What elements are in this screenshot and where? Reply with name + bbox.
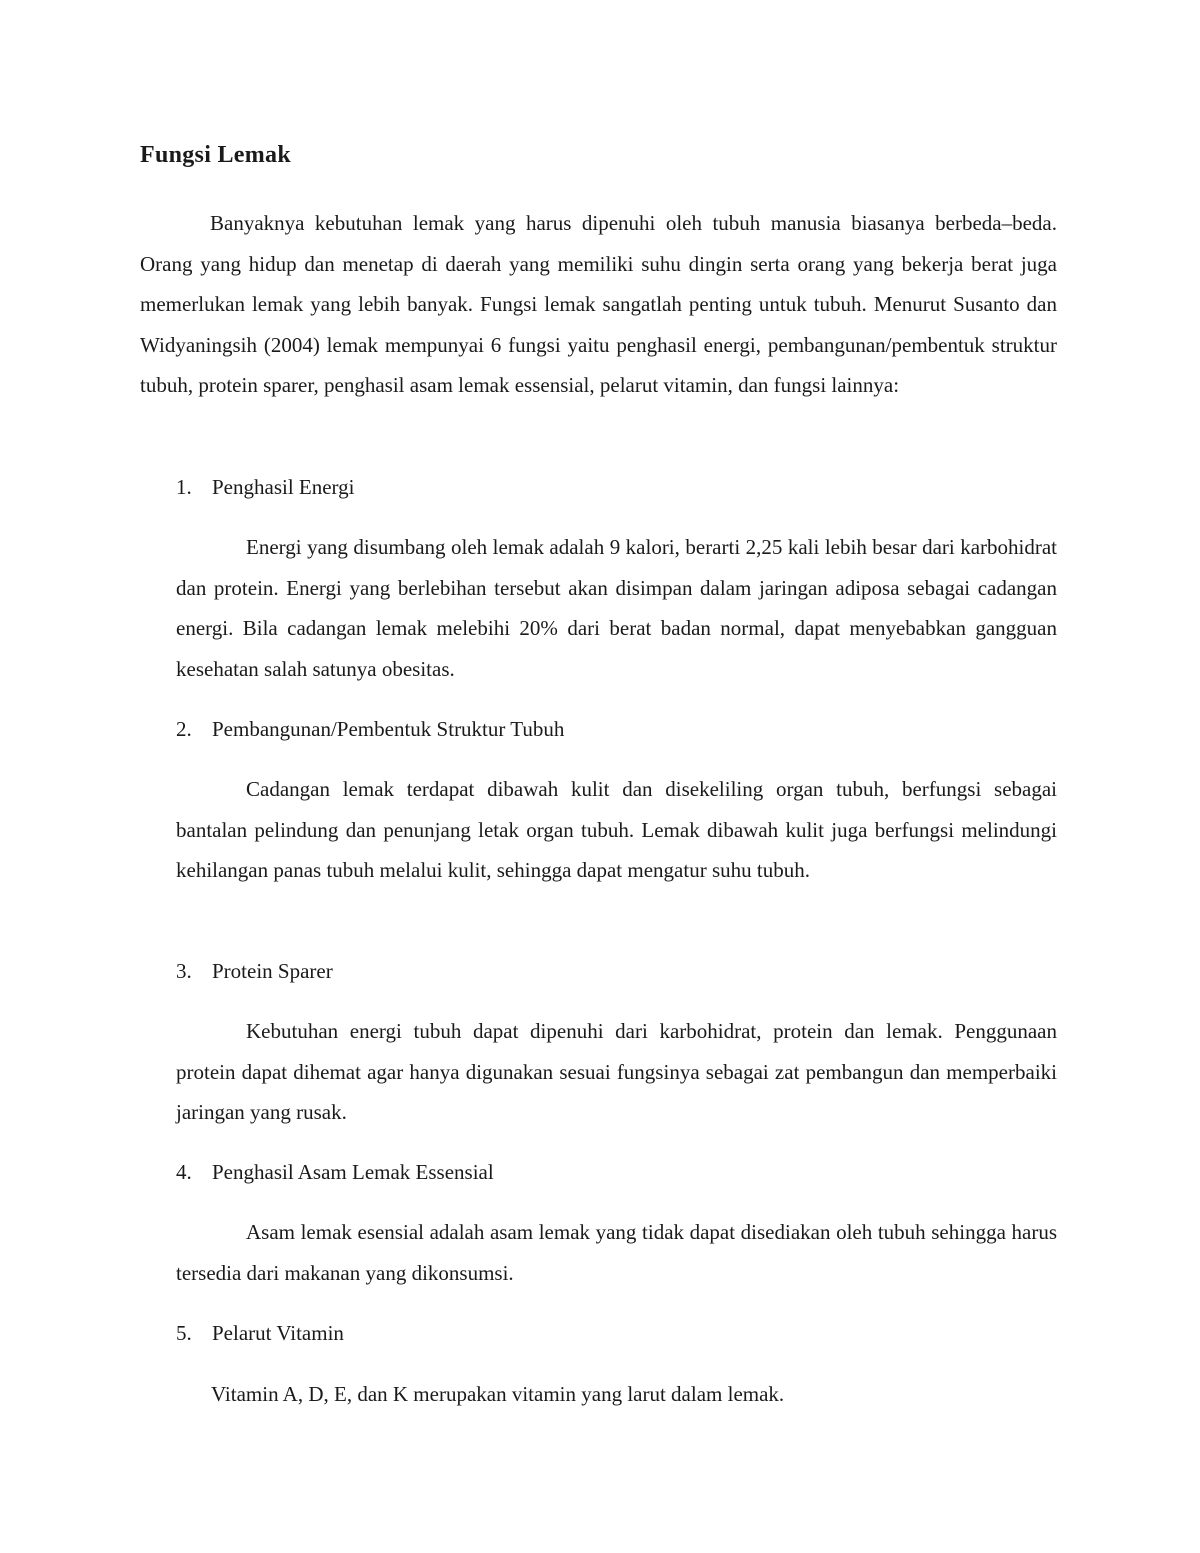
list-item-heading [176, 956, 333, 986]
list-item-heading [176, 714, 564, 744]
list-number: 2. [176, 717, 192, 741]
list-number: 1. [176, 475, 192, 499]
intro-paragraph: Banyaknya kebutuhan lemak yang harus dipenuhi oleh tubuh manusia biasanya berbeda–beda. Orang yang hidup dan menetap di daerah yang memiliki suhu dingin serta orang yang bekerja berat juga memerlukan lemak yang lebih banyak. Fungsi lemak sangatlah penting untuk tubuh. Menurut Susanto dan Widyaningsih (2004) lemak mempunyai 6 fungsi yaitu penghasil energi, pembangunan/pembentuk struktur tubuh, protein sparer, penghasil asam lemak essensial, pelarut vitamin, dan fungsi lainnya: [140, 211, 1057, 397]
list-heading-text: Penghasil Asam Lemak Essensial [212, 1160, 494, 1184]
list-heading-text: Penghasil Energi [212, 475, 355, 499]
list-heading-text: Protein Sparer [212, 959, 333, 983]
list-item-heading [176, 1157, 494, 1187]
list-item-body: Kebutuhan energi tubuh dapat dipenuhi dari karbohidrat, protein dan lemak. Penggunaan protein dapat dihemat agar hanya digunakan sesuai fungsinya sebagai zat pembangun dan memperbaiki jaringan yang rusak. [176, 1019, 1057, 1124]
list-item-body: Energi yang disumbang oleh lemak adalah 9 kalori, berarti 2,25 kali lebih besar dari karbohidrat dan protein. Energi yang berlebihan tersebut akan disimpan dalam jaringan adiposa sebagai cadangan energi. Bila cadangan lemak melebihi 20% dari berat badan normal, dapat menyebabkan gangguan kesehatan salah satunya obesitas. [176, 535, 1057, 681]
list-item-body: Vitamin A, D, E, dan K merupakan vitamin yang larut dalam lemak. [211, 1382, 785, 1406]
list-item-body: Cadangan lemak terdapat dibawah kulit dan disekeliling organ tubuh, berfungsi sebagai bantalan pelindung dan penunjang letak organ tubuh. Lemak dibawah kulit juga berfungsi melindungi kehilangan panas tubuh melalui kulit, sehingga dapat mengatur suhu tubuh. [176, 777, 1057, 882]
list-number: 5. [176, 1321, 192, 1345]
list-heading-text: Pelarut Vitamin [212, 1321, 344, 1345]
list-item-body: Asam lemak esensial adalah asam lemak yang tidak dapat disediakan oleh tubuh sehingga harus tersedia dari makanan yang dikonsumsi. [176, 1220, 1057, 1285]
document-title: Fungsi Lemak [140, 142, 291, 168]
list-number: 4. [176, 1160, 192, 1184]
list-number: 3. [176, 959, 192, 983]
list-item-heading [176, 472, 355, 502]
list-heading-text: Pembangunan/Pembentuk Struktur Tubuh [212, 717, 565, 741]
list-item-heading [176, 1318, 344, 1348]
